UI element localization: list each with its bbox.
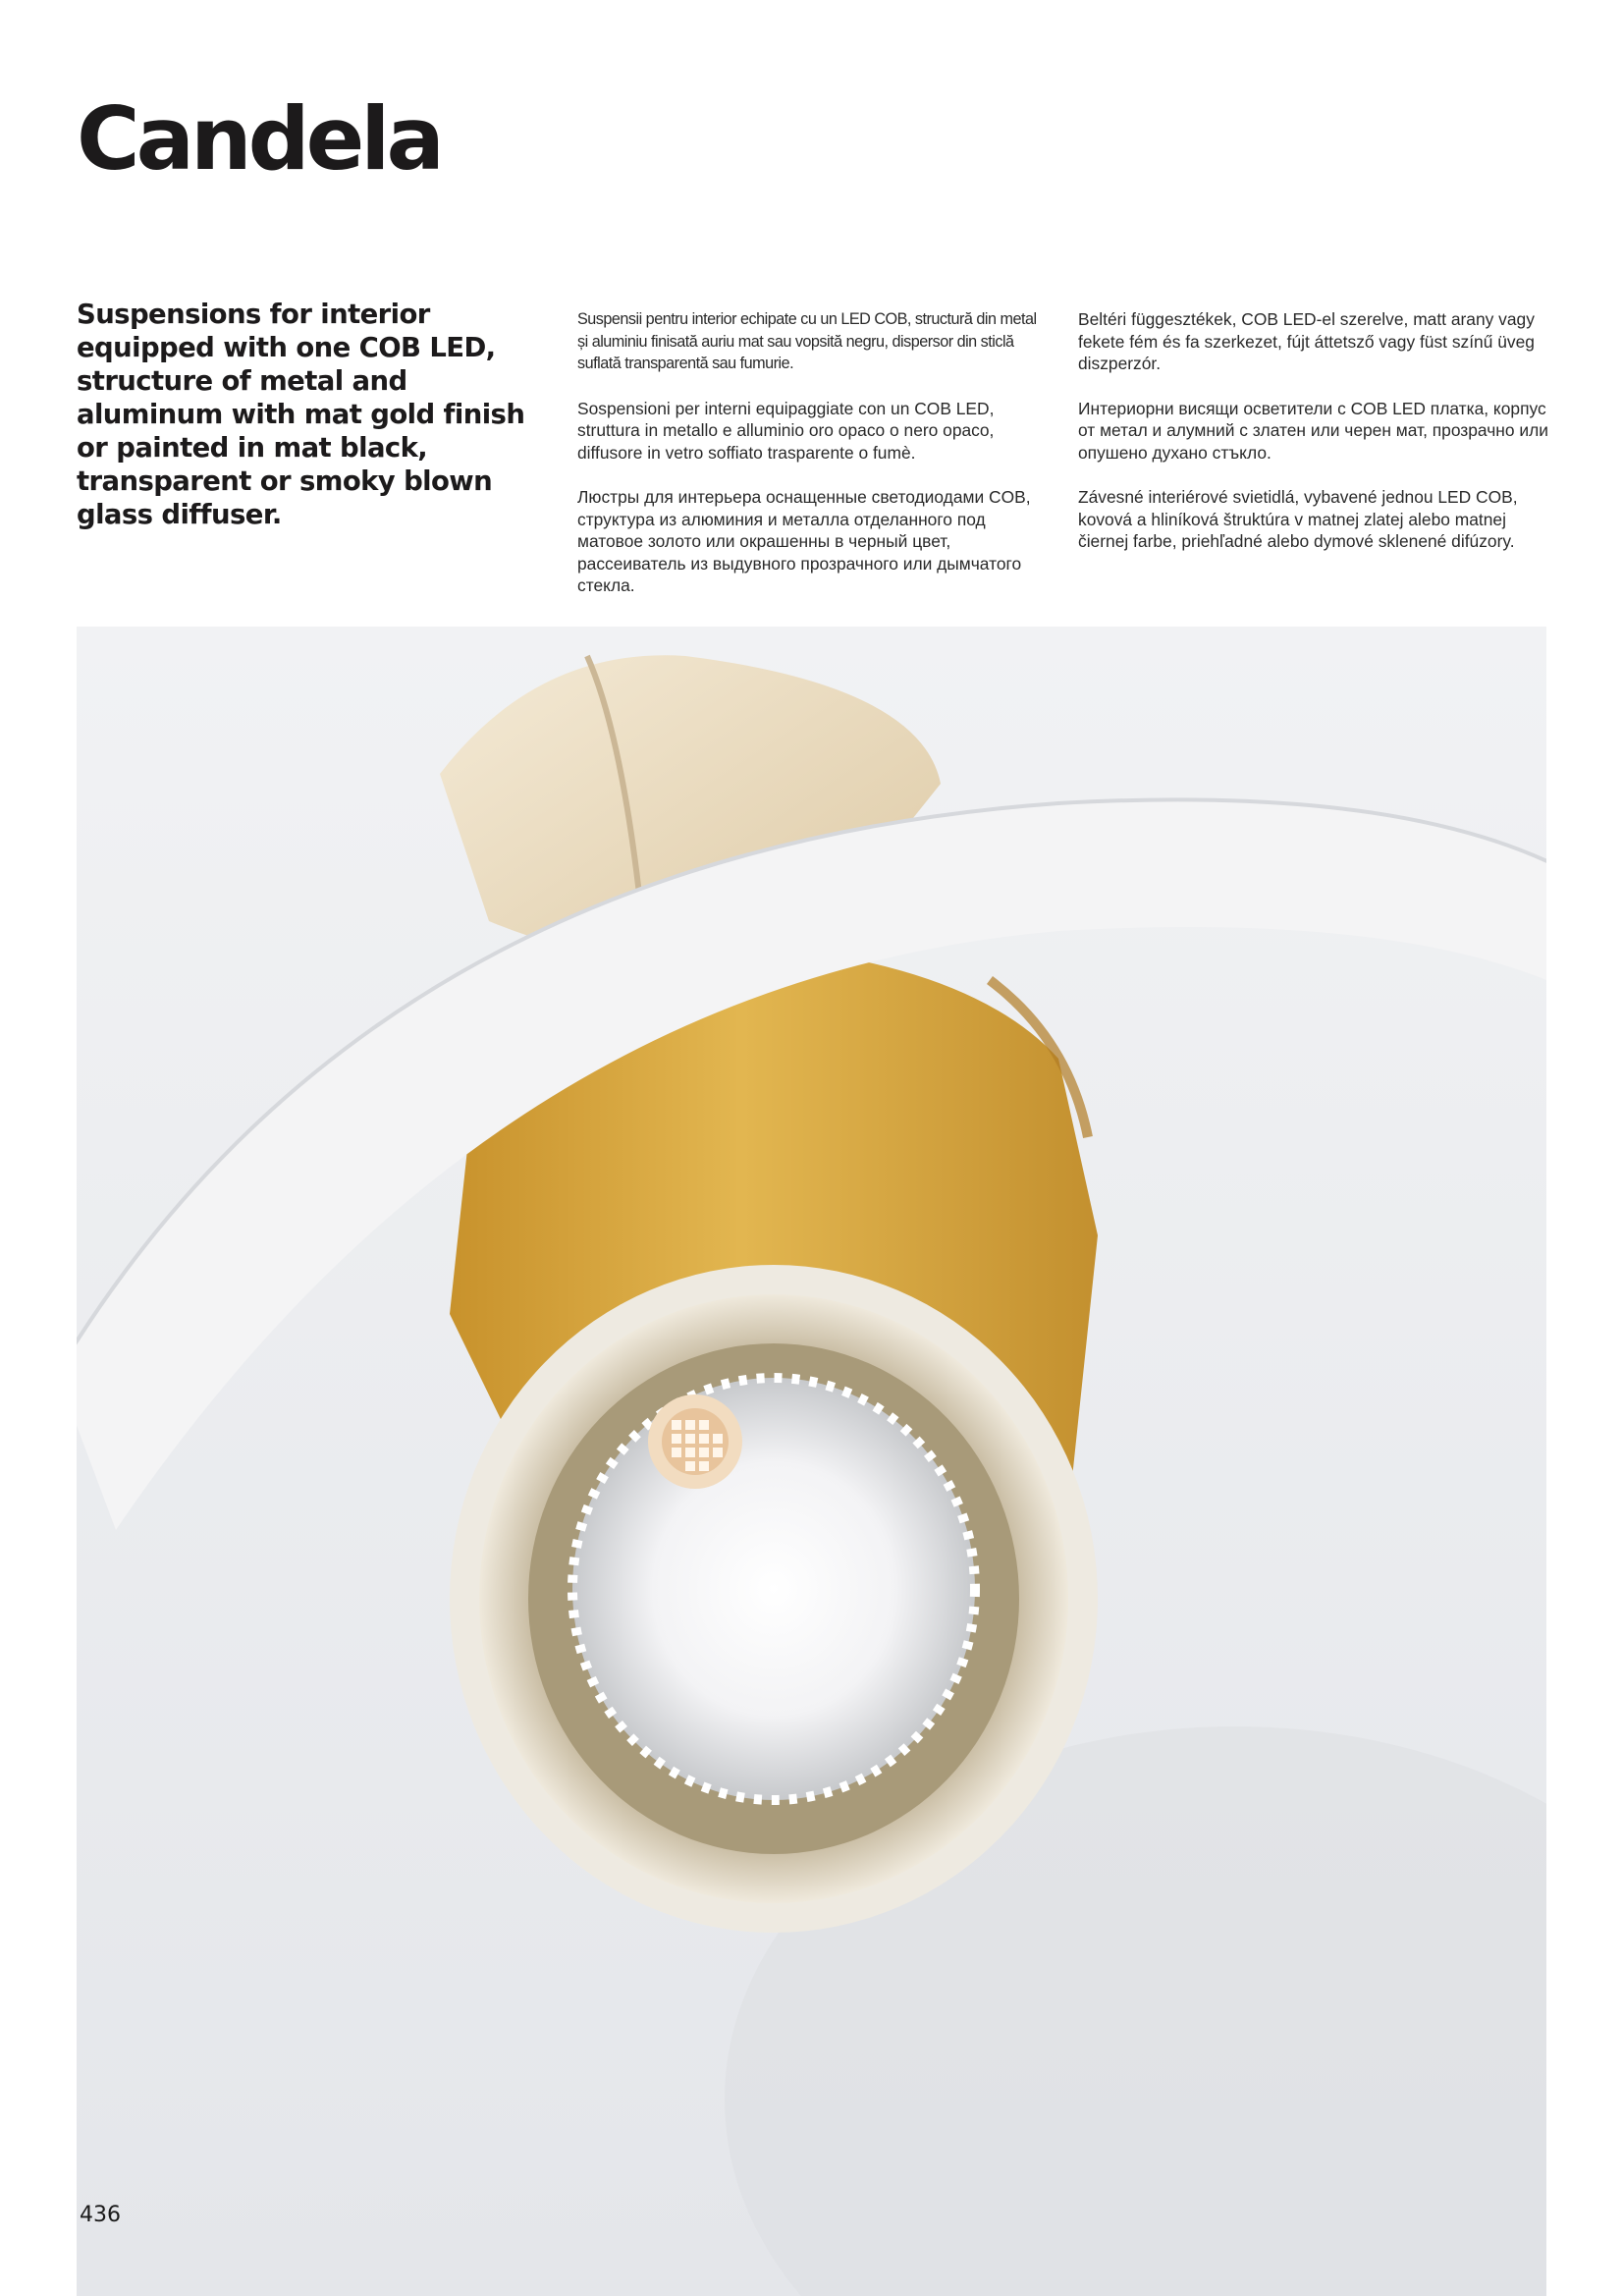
description-italian: Sospensioni per interni equipaggiate con un COB LED, struttura in metallo e alluminio oro opaco o nero opaco, diffusore in vetro soffiato trasparente o fumè. xyxy=(577,398,995,463)
product-photo-illustration xyxy=(77,627,1546,2296)
cob-led-chip xyxy=(648,1394,742,1489)
description-romanian: Suspensii pentru interior echipate cu un LED COB, structură din metal și aluminiu finisată auriu mat sau vopsită negru, dispersor din sticlă suflată transparentă sau fumurie. xyxy=(577,310,1037,372)
page-number: 436 xyxy=(80,2203,121,2227)
description-slovak: Závesné interiérové svietidlá, vybavené jednou LED COB, kovová a hliníková štruktúra v matnej zlatej alebo matnej čiernej farbe, priehľadné alebo dymové sklenené difúzory. xyxy=(1078,487,1518,551)
description-column-left xyxy=(577,308,1049,620)
product-photo xyxy=(77,627,1546,2296)
description-column-right xyxy=(1078,308,1549,575)
lamp-diffuser-head xyxy=(450,1265,1098,1933)
page-title: Candela xyxy=(77,88,441,190)
description-hungarian: Beltéri függesztékek, COB LED-el szerelve, matt arany vagy fekete fém és fa szerkezet, fújt áttetsző vagy füst színű üveg diszperzór. xyxy=(1078,309,1535,373)
lead-description-english: Suspensions for interior equipped with one COB LED, structure of metal and aluminum with mat gold finish or painted in mat black, transparent or smoky blown glass diffuser. xyxy=(77,299,525,530)
description-bulgarian: Интериорни висящи осветители с COB LED платка, корпус от метал и алумний с златен или черен мат, прозрачно или опушено духано стъкло. xyxy=(1078,398,1548,463)
description-russian: Люстры для интерьера оснащенные светодиодами COB, структура из алюминия и металла отделанного под матовое золото или окрашенны в черный цвет, рассеиватель из выдувного прозрачного или дымчатого стекла. xyxy=(577,487,1031,595)
